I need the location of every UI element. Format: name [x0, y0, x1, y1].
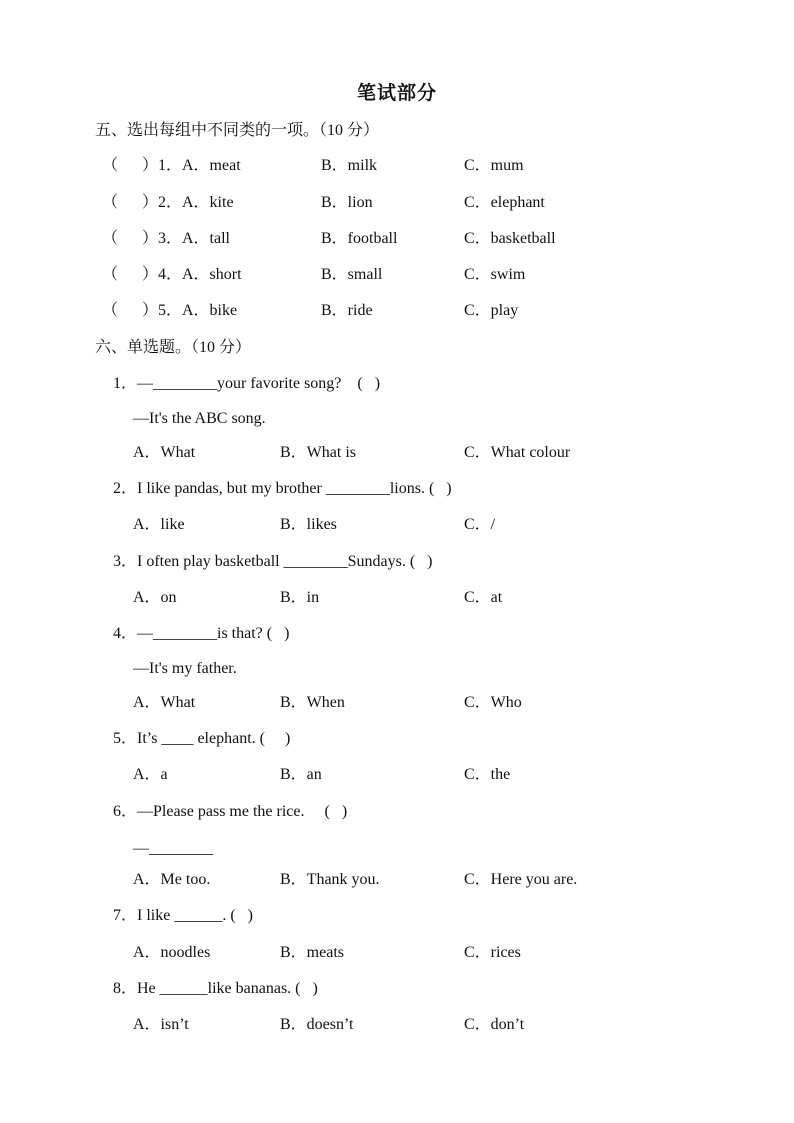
q3-option-b: B．in [280, 589, 320, 606]
q5-option-a: A．a [133, 766, 168, 783]
q2-option-a: A．like [133, 516, 185, 533]
q4-option-a: A．What [133, 694, 196, 711]
q2-option-b: B．likes [280, 516, 337, 533]
row-3-lead: （ ）3．A．tall [102, 230, 230, 247]
row-5-lead: （ ）5．A．bike [102, 302, 238, 319]
q4-option-b: B．When [280, 694, 345, 711]
q4-stem: 4．—________is that? ( ) [113, 625, 290, 642]
q5-option-b: B．an [280, 766, 322, 783]
q3-option-c: C．at [464, 589, 503, 606]
q6-stem: 6．—Please pass me the rice. ( ) [113, 803, 348, 820]
q7-option-b: B．meats [280, 944, 344, 961]
row-2-option-b: B．lion [321, 194, 373, 211]
row-2-option-c: C．elephant [464, 194, 545, 211]
row-1-option-b: B．milk [321, 157, 378, 174]
page-title: 笔试部分 [356, 83, 437, 104]
q2-stem: 2．I like pandas, but my brother ________lions. ( ) [113, 480, 452, 497]
q6-option-a: A．Me too. [133, 871, 211, 888]
q3-option-a: A．on [133, 589, 177, 606]
q1-stem: 1．—________your favorite song? ( ) [113, 375, 381, 392]
q8-option-a: A．isn’t [133, 1016, 189, 1033]
row-1-lead: （ ）1．A．meat [102, 157, 241, 174]
q1-option-a: A．What [133, 444, 196, 461]
q7-option-c: C．rices [464, 944, 521, 961]
q5-option-c: C．the [464, 766, 511, 783]
row-1-option-c: C．mum [464, 157, 524, 174]
q6-option-c: C．Here you are. [464, 871, 578, 888]
q6-reply: —________ [133, 840, 213, 857]
q1-option-b: B．What is [280, 444, 356, 461]
section-5-heading: 五、选出每组中不同类的一项。（10 分） [95, 122, 380, 139]
row-4-option-b: B．small [321, 266, 383, 283]
row-5-option-b: B．ride [321, 302, 373, 319]
q8-option-b: B．doesn’t [280, 1016, 354, 1033]
section-6-heading: 六、单选题。（10 分） [95, 339, 252, 356]
row-5-option-c: C．play [464, 302, 519, 319]
q3-stem: 3．I often play basketball ________Sundays. ( ) [113, 553, 433, 570]
q8-stem: 8．He ______like bananas. ( ) [113, 980, 318, 997]
q5-stem: 5．It’s ____ elephant. ( ) [113, 730, 291, 747]
q7-stem: 7．I like ______. ( ) [113, 907, 253, 924]
q1-reply: —It's the ABC song. [133, 410, 266, 427]
q8-option-c: C．don’t [464, 1016, 525, 1033]
q4-option-c: C．Who [464, 694, 522, 711]
q2-option-c: C．/ [464, 516, 496, 533]
q1-option-c: C．What colour [464, 444, 571, 461]
row-2-lead: （ ）2．A．kite [102, 194, 234, 211]
row-3-option-b: B．football [321, 230, 398, 247]
row-4-lead: （ ）4．A．short [102, 266, 242, 283]
q4-reply: —It's my father. [133, 660, 237, 677]
row-3-option-c: C．basketball [464, 230, 556, 247]
q6-option-b: B．Thank you. [280, 871, 380, 888]
q7-option-a: A．noodles [133, 944, 211, 961]
row-4-option-c: C．swim [464, 266, 526, 283]
